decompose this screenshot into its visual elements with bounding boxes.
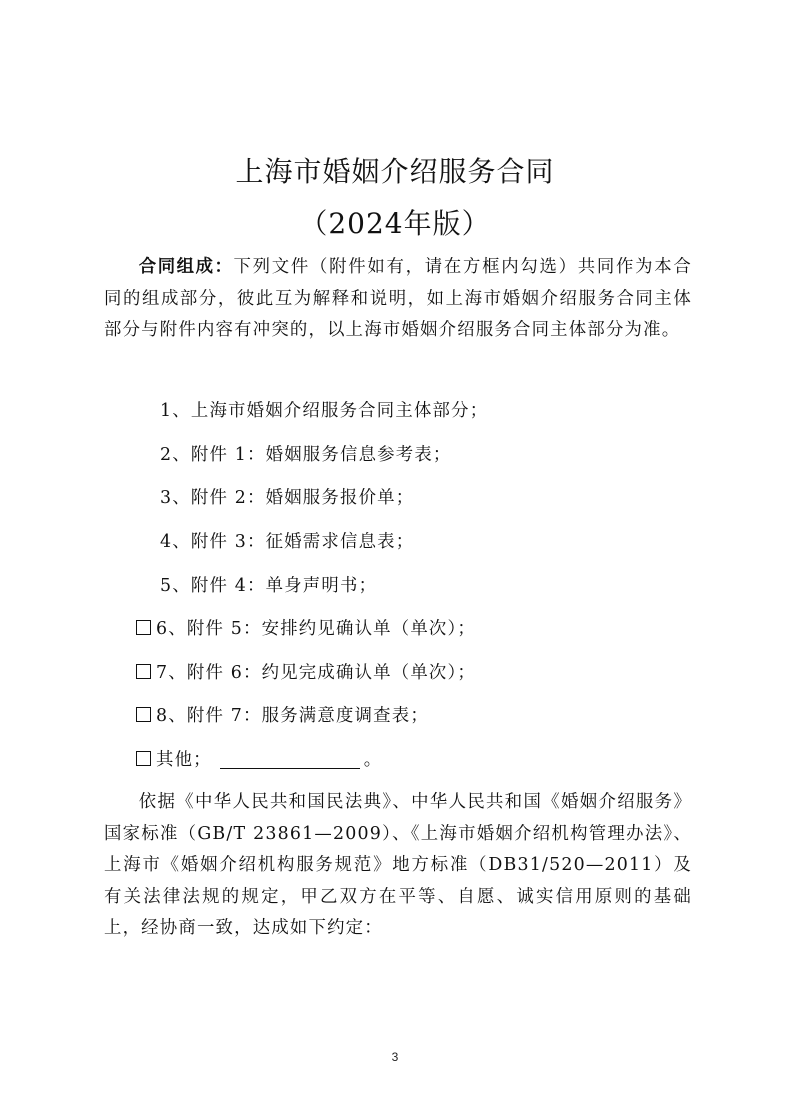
attachment-item-3-text: 3、附件 2：婚姻服务报价单； [160,488,415,508]
attachment-item-5-text: 5、附件 4：单身声明书； [160,576,378,596]
page-number: 3 [391,1050,399,1064]
composition-paragraph [104,252,692,347]
attachment-item-other-text: 其他； [156,750,212,770]
attachment-item-other-suffix: 。 [363,750,383,770]
other-fill-in-blank[interactable] [220,750,360,769]
contract-edition: （2024年版） [299,207,491,240]
checkbox-other[interactable] [136,751,151,766]
legal-basis-paragraph: 依据《中华人民共和国民法典》、中华人民共和国《婚姻介绍服务》国家标准（GB/T 23861—2009）、《上海市婚姻介绍机构管理办法》、上海市《婚姻介绍机构服务规范》地方标准（DB31/520—2011）及有关法律法规的规定，甲乙双方在平等、自愿、诚实信用原则的基础上，经协商一致，达成如下约定： [104,792,692,938]
composition-heading: 合同组成： [138,257,234,277]
attachment-item-3 [160,485,414,511]
attachment-item-2-text: 2、附件 1：婚姻服务信息参考表； [160,445,452,465]
attachment-item-7-text: 7、附件 6：约见完成确认单（单次）； [156,663,477,683]
attachment-item-2 [160,442,452,468]
attachment-item-5 [160,573,377,599]
composition-text: 下列文件（附件如有，请在方框内勾选）共同作为本合同的组成部分，彼此互为解释和说明，如上海市婚姻介绍服务合同主体部分与附件内容有冲突的，以上海市婚姻介绍服务合同主体部分为准。 [104,257,692,340]
checkbox-attachment-8[interactable] [136,707,151,722]
attachment-item-other [136,747,382,773]
attachment-item-4-text: 4、附件 3：征婚需求信息表； [160,532,415,552]
checkbox-attachment-6[interactable] [136,620,151,635]
attachment-item-1-text: 1、上海市婚姻介绍服务合同主体部分； [160,401,489,421]
contract-title: 上海市婚姻介绍服务合同 [235,155,555,188]
attachment-item-7 [136,660,476,686]
attachment-item-1 [160,398,488,424]
attachment-item-8-text: 8、附件 7：服务满意度调查表； [156,706,429,726]
attachment-item-6 [136,616,476,642]
attachment-item-6-text: 6、附件 5：安排约见确认单（单次）； [156,619,477,639]
attachment-item-4 [160,529,414,555]
attachment-item-8 [136,703,429,729]
checkbox-attachment-7[interactable] [136,664,151,679]
